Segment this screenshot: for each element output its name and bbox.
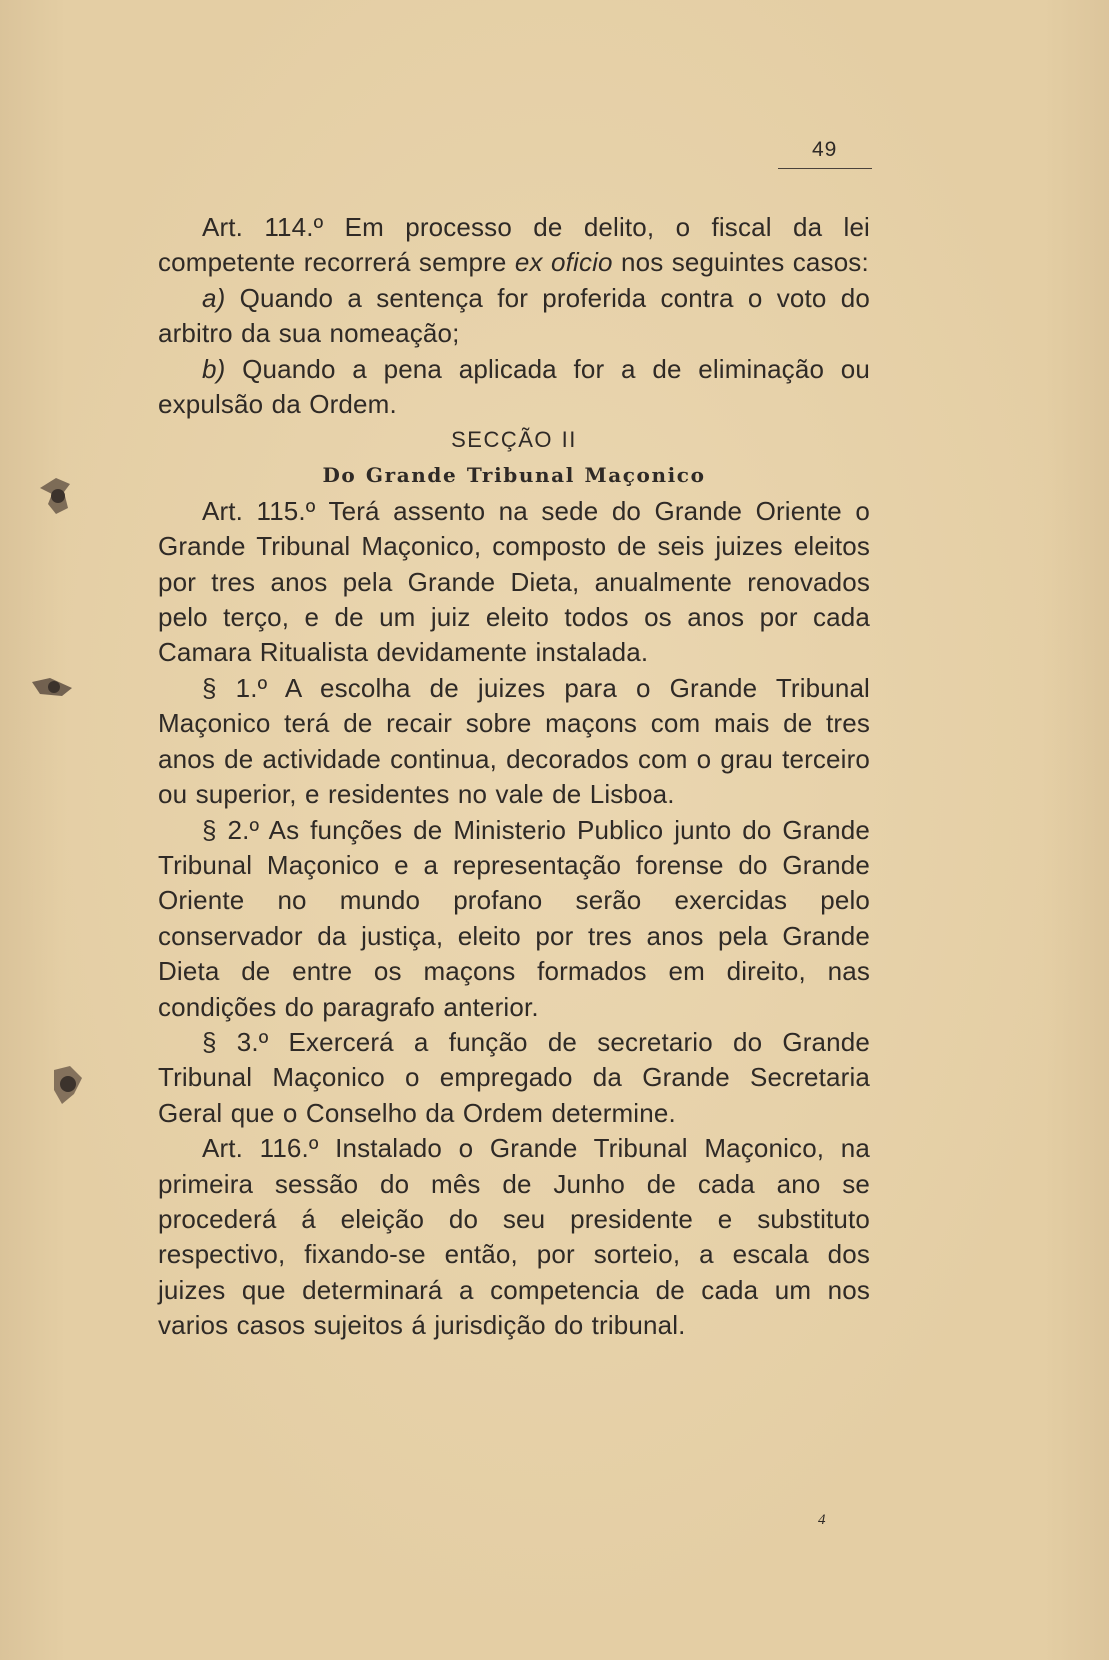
article-115-paragraph-2: § 2.º As funções de Ministerio Publico junto do Grande Tribunal Maçonico e a representação forense do Grande Oriente no mundo profano serão exercidas pelo conservador da justiça, eleito por tres anos pela Grande Dieta de entre os maçons formados em direito, nas condições do paragrafo anterior. (158, 814, 870, 1022)
article-115-paragraph-3: § 3.º Exercerá a função de secretario do Grande Tribunal Maçonico o empregado da Grande Secretaria Geral que o Conselho da Ordem determine. (158, 1026, 870, 1128)
page-body (158, 210, 870, 1344)
article-115: Art. 115.º Terá assento na sede do Grande Oriente o Grande Tribunal Maçonico, composto de seis juizes eleitos por tres anos pela Grande Dieta, anualmente renovados pelo terço, e de um juiz eleito todos os anos por cada Camara Ritualista devidamente instalada. (158, 495, 870, 668)
article-115-paragraph-1: § 1.º A escolha de juizes para o Grande Tribunal Maçonico terá de recair sobre maçons com mais de tres anos de actividade continua, decorados com o grau terceiro ou superior, e residentes no vale de Lisboa. (158, 672, 870, 810)
article-116: Art. 116.º Instalado o Grande Tribunal Maçonico, na primeira sessão do mês de Junho de cada ano se procederá á eleição do seu presidente e substituto respectivo, fixando-se então, por sorteio, a escala dos juizes que determinará a competencia de cada um nos varios casos sujeitos á jurisdição do tribunal. (158, 1133, 870, 1341)
section-title: Do Grande Tribunal Maçonico (322, 463, 706, 488)
header-rule (778, 168, 872, 169)
binding-hole-icon (26, 668, 80, 710)
signature-mark: 4 (818, 1512, 826, 1528)
binding-hole-icon (30, 470, 80, 520)
article-114: Art. 114.º Em processo de delito, o fiscal da lei competente recorrerá sempre ex oficio nos seguintes casos: (158, 212, 870, 278)
section-label: SECÇÃO II (451, 427, 577, 453)
latin-phrase: ex oficio (514, 247, 613, 278)
page-number: 49 (812, 138, 838, 161)
article-114-item-b: b) Quando a pena aplicada for a de eliminação ou expulsão da Ordem. (158, 353, 870, 420)
binding-hole-icon (42, 1060, 92, 1114)
article-114-item-a: a) Quando a sentença for proferida contra o voto do arbitro da sua nomeação; (158, 282, 870, 349)
